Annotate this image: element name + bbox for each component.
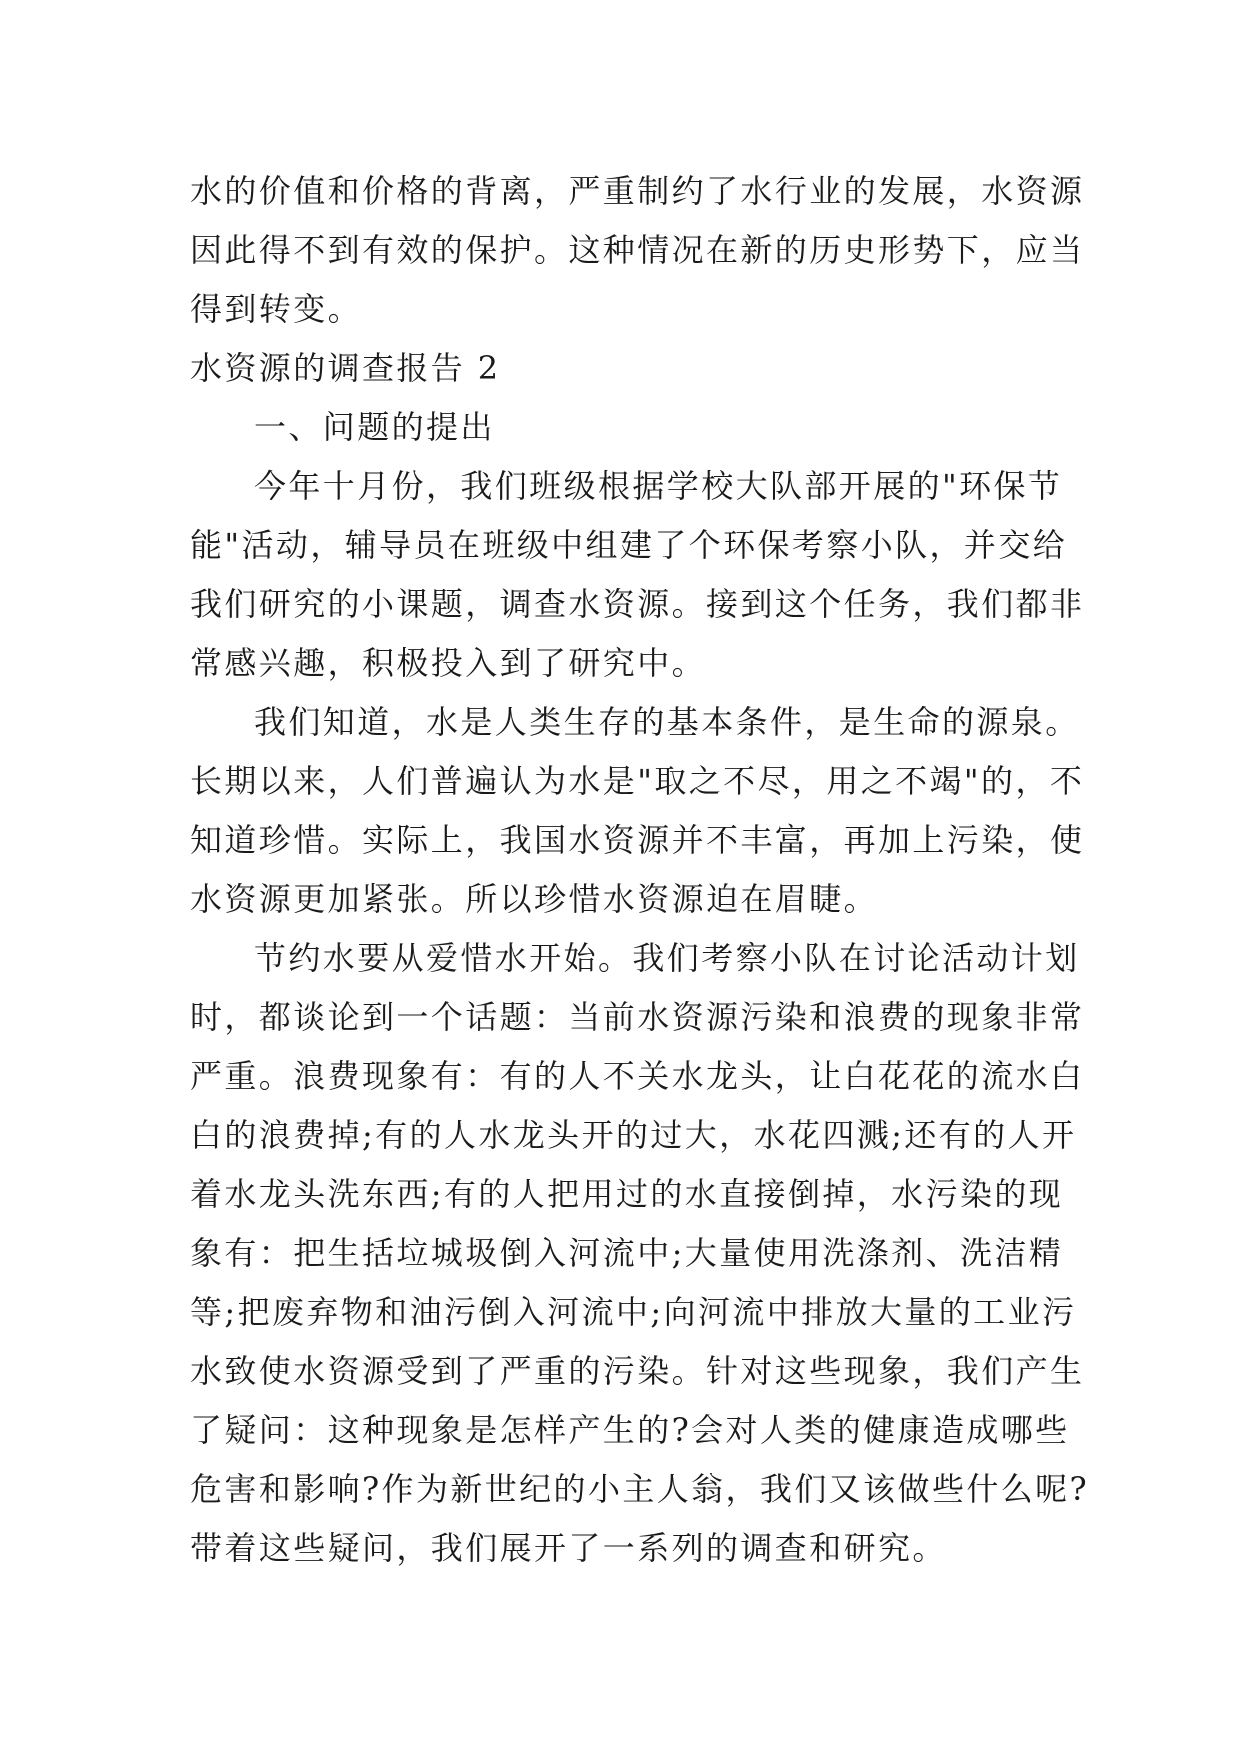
text-line-24: 带着这些疑问，我们展开了一系列的调查和研究。 [190,1529,947,1567]
text-line-2: 因此得不到有效的保护。这种情况在新的历史形势下，应当 [190,231,1085,269]
text-line-16: 严重。浪费现象有：有的人不关水龙头，让白花花的流水白 [190,1057,1085,1095]
subsection-heading: 一、问题的提出 [254,408,495,446]
text-line-23: 危害和影响?作为新世纪的小主人翁，我们又该做些什么呢? [190,1470,1090,1508]
section-title: 水资源的调查报告 2 [190,349,501,387]
text-line-11: 长期以来，人们普遍认为水是"取之不尽，用之不竭"的，不 [190,762,1085,800]
text-line-22: 了疑问：这种现象是怎样产生的?会对人类的健康造成哪些 [190,1411,1070,1449]
text-line-17: 白的浪费掉;有的人水龙头开的过大，水花四溅;还有的人开 [190,1116,1077,1154]
text-line-12: 知道珍惜。实际上，我国水资源并不丰富，再加上污染，使 [190,821,1085,859]
document-body [190,162,1090,1578]
text-line-1: 水的价值和价格的背离，严重制约了水行业的发展，水资源 [190,172,1085,210]
text-line-8: 我们研究的小课题，调查水资源。接到这个任务，我们都非 [190,585,1085,623]
text-line-10: 我们知道，水是人类生存的基本条件，是生命的源泉。 [254,703,1080,741]
text-line-18: 着水龙头洗东西;有的人把用过的水直接倒掉，水污染的现 [190,1175,1064,1213]
text-line-14: 节约水要从爱惜水开始。我们考察小队在讨论活动计划 [254,939,1080,977]
text-line-7: 能"活动，辅导员在班级中组建了个环保考察小队，并交给 [190,526,1068,564]
text-line-9: 常感兴趣，积极投入到了研究中。 [190,644,707,682]
text-line-3: 得到转变。 [190,290,363,328]
text-line-15: 时，都谈论到一个话题：当前水资源污染和浪费的现象非常 [190,998,1085,1036]
text-line-21: 水致使水资源受到了严重的污染。针对这些现象，我们产生 [190,1352,1085,1390]
text-line-20: 等;把废弃物和油污倒入河流中;向河流中排放大量的工业污 [190,1293,1077,1331]
text-line-13: 水资源更加紧张。所以珍惜水资源迫在眉睫。 [190,880,879,918]
text-line-19: 象有：把生括垃城圾倒入河流中;大量使用洗涤剂、洗洁精 [190,1234,1064,1272]
text-line-6: 今年十月份，我们班级根据学校大队部开展的"环保节 [254,467,1063,505]
